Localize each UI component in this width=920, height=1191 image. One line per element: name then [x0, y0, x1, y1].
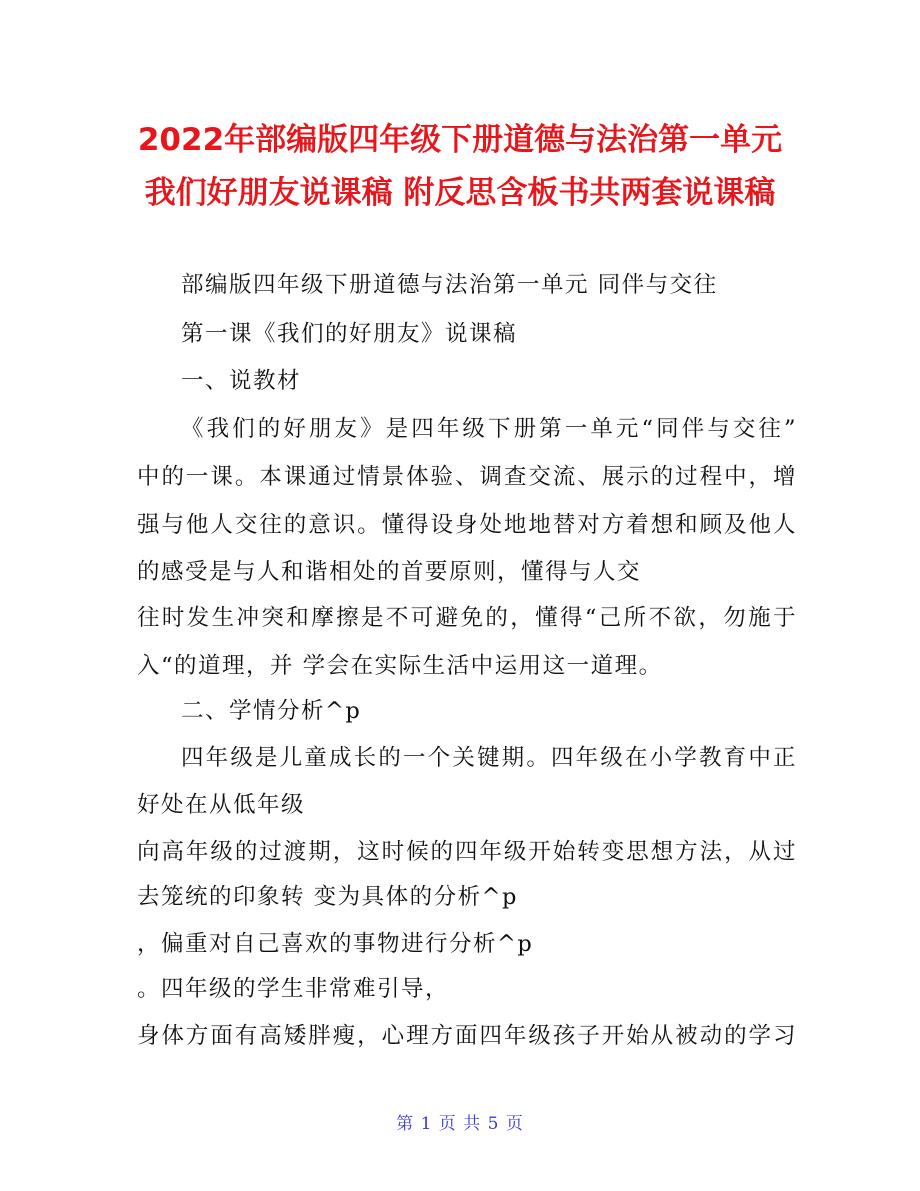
paragraph-line: 身体方面有高矮胖瘦，心理方面四年级孩子开始从被动的学习: [137, 1023, 797, 1049]
paragraph-line: 强与他人交往的意识。懂得设身处地地替对方着想和顾及他人: [137, 512, 797, 538]
paragraph-line: 的感受是与人和谐相处的首要原则，懂得与人交: [137, 559, 642, 585]
document-title-line-2: 我们好朋友说课稿 附反思含板书共两套说课稿: [144, 175, 776, 211]
lesson-heading: 第一课《我们的好朋友》说课稿: [181, 321, 518, 347]
paragraph-line: 向高年级的过渡期，这时候的四年级开始转变思想方法，从过: [137, 839, 797, 865]
paragraph-line: 。四年级的学生非常难引导，: [137, 976, 450, 1002]
paragraph-line: 好处在从低年级: [137, 792, 306, 818]
page-number-footer: 第 1 页 共 5 页: [396, 1114, 524, 1134]
paragraph-line: 去笼统的印象转 变为具体的分析^p: [137, 884, 518, 910]
section-heading-textbook: 一、说教材: [181, 368, 302, 394]
section-heading-learning-analysis: 二、学情分析^p: [181, 698, 362, 724]
paragraph-line: 中的一课。本课通过情景体验、调查交流、展示的过程中，增: [137, 464, 797, 490]
paragraph-line: 《我们的好朋友》是四年级下册第一单元“同伴与交往”: [181, 416, 797, 442]
paragraph-line: ，偏重对自己喜欢的事物进行分析^p: [137, 931, 534, 957]
document-title-line-1: 2022年部编版四年级下册道德与法治第一单元: [137, 122, 783, 158]
paragraph-line: 往时发生冲突和摩擦是不可避免的，懂得“己所不欲，勿施于: [137, 605, 797, 631]
unit-heading: 部编版四年级下册道德与法治第一单元 同伴与交往: [181, 272, 718, 298]
paragraph-line: 入“的道理，并 学会在实际生活中运用这一道理。: [137, 653, 663, 679]
paragraph-line: 四年级是儿童成长的一个关键期。四年级在小学教育中正: [181, 745, 797, 771]
